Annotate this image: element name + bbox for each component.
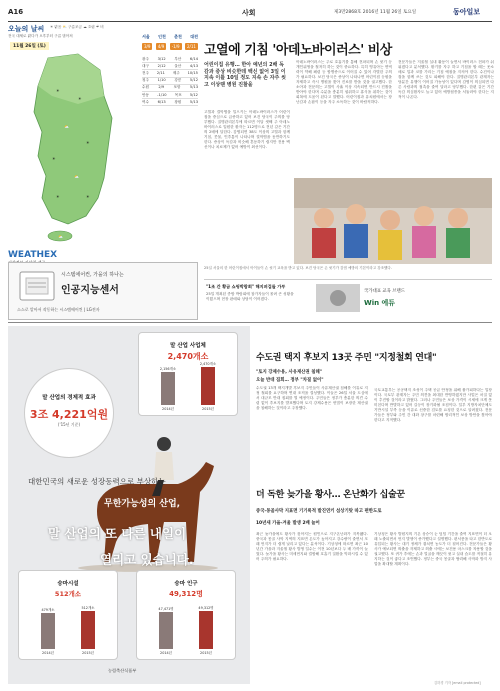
svg-text:☀: ☀ xyxy=(78,96,82,101)
riding-facility-card xyxy=(18,570,118,660)
city-col-2: 인천 xyxy=(158,34,166,39)
svg-text:☀: ☀ xyxy=(52,156,56,161)
header-rule xyxy=(8,21,492,22)
city-col-1: 서울 xyxy=(142,34,150,39)
article2-subhead2: 오늘 반대 집회… 정부 "차질 없이" xyxy=(256,378,324,383)
riding-bar-2014: 479개소 2014년 xyxy=(41,608,55,655)
weather-sponsor-logo: WEATHEX xyxy=(8,250,58,260)
city-col-4: 대전 xyxy=(190,34,198,39)
aircon-icon xyxy=(19,271,55,301)
svg-text:☀: ☀ xyxy=(86,194,90,199)
article3-col1: 최근 늦가을에도 황사가 잦아지는 원인으로 지구온난화가 지목됐다. 중국과 몽골 사막 지역의 지표면 온도가 높아지고 강수량이 줄면서 모래 먼지가 더 쉽게 날리고 있다는 분석이다. 기상청에 따르면 최근 10년간 가을과 겨울철 황사 발생 일수는 이전 10년보다 두 배 가까이 늘었다. 늦가을 황사는 미세먼지와 결합해 호흡기 질환을 악화시킬 수 있어 주의가 필요하다. xyxy=(256,532,368,561)
riding-population-label: 승마 인구 xyxy=(174,581,198,587)
section-name: 사회 xyxy=(242,9,256,17)
svg-text:☀: ☀ xyxy=(56,88,60,93)
city-temp-4: 2/11 xyxy=(186,44,196,49)
horse-industry-ad xyxy=(8,326,250,684)
table-row: 전주 2/11 제주 10/15 xyxy=(142,70,198,77)
weather-date: 11월 26일 (토) xyxy=(10,42,49,50)
industry-value: 2,470개소 xyxy=(167,352,209,361)
industry-card xyxy=(138,332,238,416)
city-col-3: 춘천 xyxy=(174,34,182,39)
article3-subhead2: 10년새 가을-겨울 발생 2배 늘어 xyxy=(256,521,320,526)
table-row: 여수 6/13 창원 5/13 xyxy=(142,99,198,106)
article1-col2: 아데노바이러스는 주로 호흡기를 통해 전파되며 손 씻기 등 개인위생을 철저히 하는 것이 중요하다. 특히 영유아는 면역력이 약해 폐렴 등 합병증으로 이어질 수 있어 각별한 주의가 필요하다. 보건 당국은 증상이 나타나면 어린이집 등원을 자제하고 즉시 병원을 찾아 진료를 받을 것을 권고했다. 한 소아과 전문의는 고열이 사흘 이상 지속되면 반드시 진찰을 받아야 한다며 수분을 충분히 섭취하고 휴식을 취하는 것이 회복에 도움이 된다고 말했다. 어린이집과 유치원에서는 장난감과 손잡이 등을 자주 소독하는 것이 바람직하다. xyxy=(296,60,392,104)
weather-legend: ☀ 맑음 ⛅ 구름조금 ☁ 흐림 ☔ 비 xyxy=(50,25,104,29)
riding-population-card xyxy=(136,570,236,660)
expo-ad[interactable] xyxy=(204,279,492,315)
riding-bar-2015: 512개소 2015년 xyxy=(81,606,95,655)
table-row: 수원 2/9 포항 5/13 xyxy=(142,85,198,92)
article2-col2: 국토교통부는 공공택지 조성이 주택 공급 안정을 위해 불가피하다는 입장이다. 국토부 관계자는 주민 의견을 최대한 반영하겠지만 사업은 차질 없이 추진할 것이라고 밝혔다. 그러나 주민들은 보상 가격이 시세에 크게 못 미친다며 반발하고 있어 갈등이 장기화될 조짐이다. 일부 지방자치단체도 기반시설 부족 등을 이유로 신중한 검토를 요청한 것으로 알려졌다. 전문가들은 정부와 주민 간 대화 창구를 마련해 합리적인 보상 방안을 찾아야 한다고 지적했다. xyxy=(374,388,492,422)
aircon-ad-line3: 스스로 알아서 작동하는 시스템에어컨 | LG전자 xyxy=(17,307,100,312)
city-temp-3: -1/9 xyxy=(171,44,180,49)
expo-ad-title: "1조 간 황금 쇼핑박람회" 해지퍼겁들 가부 xyxy=(206,284,286,289)
expo-ad-text: 25일 개최된 종합 박람회에 참가자들이 몰려 큰 성황을 이뤘으며 현장 판매와 상담이 이어졌다. xyxy=(206,292,294,301)
expo-ad-tag: 국가대표 교육 브랜드 xyxy=(364,289,405,294)
riding-population-value: 49,312명 xyxy=(169,590,203,598)
korea-map-icon xyxy=(8,48,138,248)
city-temp-1: 3/9 xyxy=(144,44,151,49)
article3-col2: 기상청은 황사 발원지의 기온 상승이 눈 덮임 기간을 줄여 지표면이 더 오래 노출되면서 먼지 발생이 증가했다고 설명했다. 편서풍을 타고 한반도로 유입되는 황사는 대기 정체가 겹치면 농도가 더 짙어진다. 전문가들은 황사가 예보되면 외출을 자제하고 외출 시에는 보건용 마스크를 착용할 것을 권고했다. 또 귀가 후에는 손과 얼굴을 깨끗이 씻고 실내 습도를 적절히 유지하는 것이 좋다고 조언했다. 정부는 중국 몽골과 협력해 사막화 방지 사업을 확대할 계획이다. xyxy=(374,532,492,566)
slogan-line4: 열리고 있습니다. xyxy=(100,552,194,567)
industry-label: 말 산업 사업체 xyxy=(170,343,206,349)
issue-date: 제3만2868호 2016년 11월 26일 토요일 xyxy=(334,10,417,15)
economic-effect-label: 말 산업의 경제적 효과 xyxy=(42,395,96,401)
weather-rows xyxy=(142,56,198,106)
weather-desc: 전국 대체로 맑다가 오후부터 구름 많아져 xyxy=(8,34,73,38)
aircon-ad-title: 인공지능센서 xyxy=(61,285,119,296)
paper-logo: 동아일보 xyxy=(453,7,481,16)
expo-photo-icon xyxy=(316,284,360,312)
expo-ad-brand: Win 에듀 xyxy=(364,299,396,307)
riding-facility-value: 512개소 xyxy=(54,590,82,598)
economic-effect-note: ('15년 기준) xyxy=(57,422,81,427)
table-row: 광주 3/12 부산 6/14 xyxy=(142,56,198,63)
industry-bar-2014: 2,156개소 2014년 xyxy=(159,367,177,411)
article3-subhead1: 중국-몽골사막 지표면 기기록적 발진연키 섬상기탓 따고 편한도로 xyxy=(256,509,382,514)
svg-text:⛅: ⛅ xyxy=(58,234,63,239)
population-bar-2015: 49,312명 2015년 xyxy=(198,606,214,655)
page-number: A16 xyxy=(8,8,24,16)
page-header xyxy=(8,6,492,20)
photo-caption: 25일 서울의 한 어린이집에서 아이들이 손 씻기 교육을 받고 있다. 보건 당국은 손 씻기가 감염 예방의 기본이라고 강조했다. xyxy=(204,266,392,270)
article2-subhead1: "토지 강제수용, 사유재산권 침해" xyxy=(256,370,322,375)
article3-headline: 더 독한 늦가을 황사… 온난화가 십술꾼 xyxy=(256,490,405,500)
article1-col1: 고열과 결막염을 일으키는 아데노바이러스가 어린이집을 중심으로 급증하고 있어 보건 당국이 주의를 당부했다. 질병관리본부에 따르면 이달 셋째 주 아데노바이러스로 입원한 환자는 112명으로 전년 같은 기간의 2배에 달한다. 감염되면 38도 이상의 고열과 함께 기침, 콧물, 인후통이 나타나며 결막염을 동반하기도 한다. 증상이 독감과 비슷해 혼동하기 쉽지만 전용 백신이나 치료제가 없어 예방이 최선이다. xyxy=(204,110,290,149)
svg-text:⛅: ⛅ xyxy=(64,124,69,129)
city-temp-2: 4/9 xyxy=(157,44,165,49)
ad-sponsor: 농림축산식품부 xyxy=(108,668,137,673)
children-photo-icon xyxy=(294,178,492,264)
slogan-line3: 말 산업의 또 다른 내일이 xyxy=(48,526,187,541)
svg-text:☀: ☀ xyxy=(56,194,60,199)
slogan-line2: 무한가능성의 산업, xyxy=(104,499,181,509)
article1-col3: 전문가들은 겨울철 실내 활동이 늘면서 바이러스 전파가 쉬워졌다고 분석했다. 환기를 자주 하고 기침을 할 때는 옷소매로 입과 코를 가리는 기침 예절을 지켜야 한다. 수건이나 컵을 함께 쓰는 것도 피해야 한다. 질병관리본부 관계자는 당분간 유행이 이어질 가능성이 있다며 감염이 의심되면 다른 사람과의 접촉을 줄여 달라고 당부했다. 한편 같은 기간 독감 의심환자도 늘고 있어 예방접종을 서둘러야 한다는 지적이 나온다. xyxy=(398,60,494,99)
article1-headline: 고열에 기침 '아데노바이러스' 비상 xyxy=(204,43,392,58)
section-divider xyxy=(8,322,492,323)
article3-byline: 김하경 기자 [email protected] xyxy=(434,681,481,685)
table-row: 대구 2/12 울산 4/13 xyxy=(142,63,198,70)
weather-title: 오늘의 날씨 xyxy=(8,25,45,33)
aircon-ad-line1: 시스템에어컨, 가을의 하나는 xyxy=(61,272,124,278)
article2-col1: 수도권 13개 택지개발 후보지 주민들이 사유재산권 침해를 이유로 지정 철회를 요구하며 연대 조직을 결성했다. 이들은 26일 서울 도심에서 대규모 반대 집회를 열 예정이다. 주민들은 정부가 충분한 의견 수렴 없이 후보지를 발표했다며 토지 강제수용은 헌법이 보장한 재산권을 침해하는 것이라고 주장했다. xyxy=(256,386,368,410)
population-bar-2014: 47,471명 2014년 xyxy=(158,607,174,655)
economic-effect-value: 3조 4,221억원 xyxy=(29,408,109,421)
weather-table xyxy=(142,34,198,214)
slogan-line1: 대한민국의 새로운 성장동력으로 부상하는 xyxy=(28,477,166,486)
svg-text:☀: ☀ xyxy=(86,140,90,145)
industry-bar-2015: 2,470개소 2015년 xyxy=(199,362,217,411)
article1-subhead: 어린이집 유행… 한아 예년의 2배 독감과 증상 비슷한데 백신 없어 3일 이지속 이틀 10일 정도 지속 손 자주 씻고 이상땐 병원 진찰을 xyxy=(204,62,286,88)
table-row: 청주 1/10 강릉 5/12 xyxy=(142,78,198,85)
aircon-ad[interactable] xyxy=(8,262,198,320)
svg-text:⛅: ⛅ xyxy=(74,174,79,179)
riding-facility-label: 승마시설 xyxy=(57,581,79,587)
table-row: 안동 -1/10 목포 5/12 xyxy=(142,92,198,99)
article2-headline: 수도권 택지 후보지 13곳 주민 "지정철회 연대" xyxy=(256,353,437,363)
